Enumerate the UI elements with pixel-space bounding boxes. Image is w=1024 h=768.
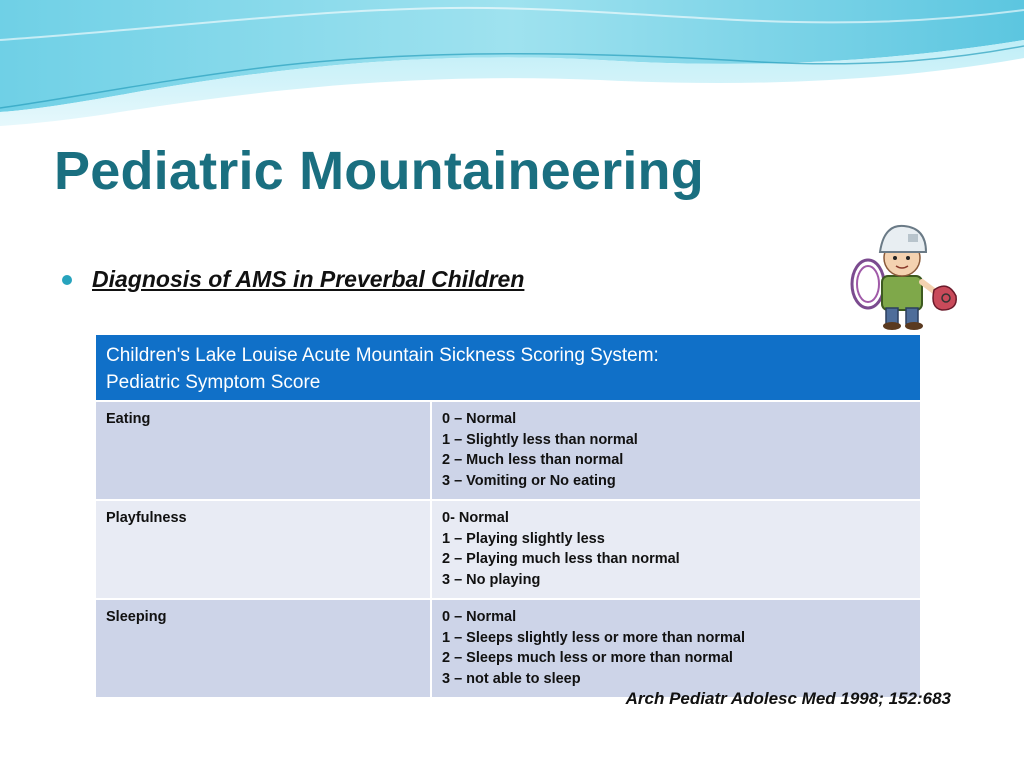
table-row — [95, 599, 921, 698]
table-header — [95, 334, 921, 401]
row-label-sleeping: Sleeping — [95, 599, 431, 698]
score-line: 0 – Normal — [442, 609, 517, 625]
table-row — [95, 500, 921, 599]
score-line: 1 – Slightly less than normal — [442, 431, 638, 448]
bullet-text: Diagnosis of AMS in Preverbal Children — [92, 266, 525, 292]
bullet-dot-icon — [62, 275, 72, 285]
score-line: 1 – Sleeps slightly less or more than normal — [442, 629, 745, 646]
score-line: 1 – Playing slightly less — [442, 530, 605, 547]
header-wave-decoration — [0, 0, 1024, 130]
child-mountaineer-icon — [838, 214, 972, 332]
score-line: 2 – Sleeps much less or more than normal — [442, 650, 733, 666]
score-line: 0 – Normal — [442, 411, 517, 427]
citation: Arch Pediatr Adolesc Med 1998; 152:683 — [625, 689, 951, 708]
score-line: 3 – not able to sleep — [442, 670, 581, 687]
score-line: 3 – No playing — [442, 571, 541, 588]
row-label-playfulness: Playfulness — [95, 500, 431, 599]
table-header-line1: Children's Lake Louise Acute Mountain Sickness Scoring System: — [106, 345, 659, 366]
row-scores-eating — [431, 401, 921, 500]
row-label-eating: Eating — [95, 401, 431, 500]
score-line: 0- Normal — [442, 510, 509, 526]
score-line: 3 – Vomiting or No eating — [442, 472, 616, 489]
score-line: 2 – Playing much less than normal — [442, 551, 680, 567]
score-line: 2 – Much less than normal — [442, 452, 624, 468]
table-row — [95, 401, 921, 500]
table-header-line2: Pediatric Symptom Score — [106, 372, 321, 393]
slide-title: Pediatric Mountaineering — [54, 141, 704, 201]
bullet-item — [62, 266, 524, 293]
row-scores-playfulness — [431, 500, 921, 599]
row-scores-sleeping — [431, 599, 921, 698]
symptom-score-table — [94, 333, 922, 699]
